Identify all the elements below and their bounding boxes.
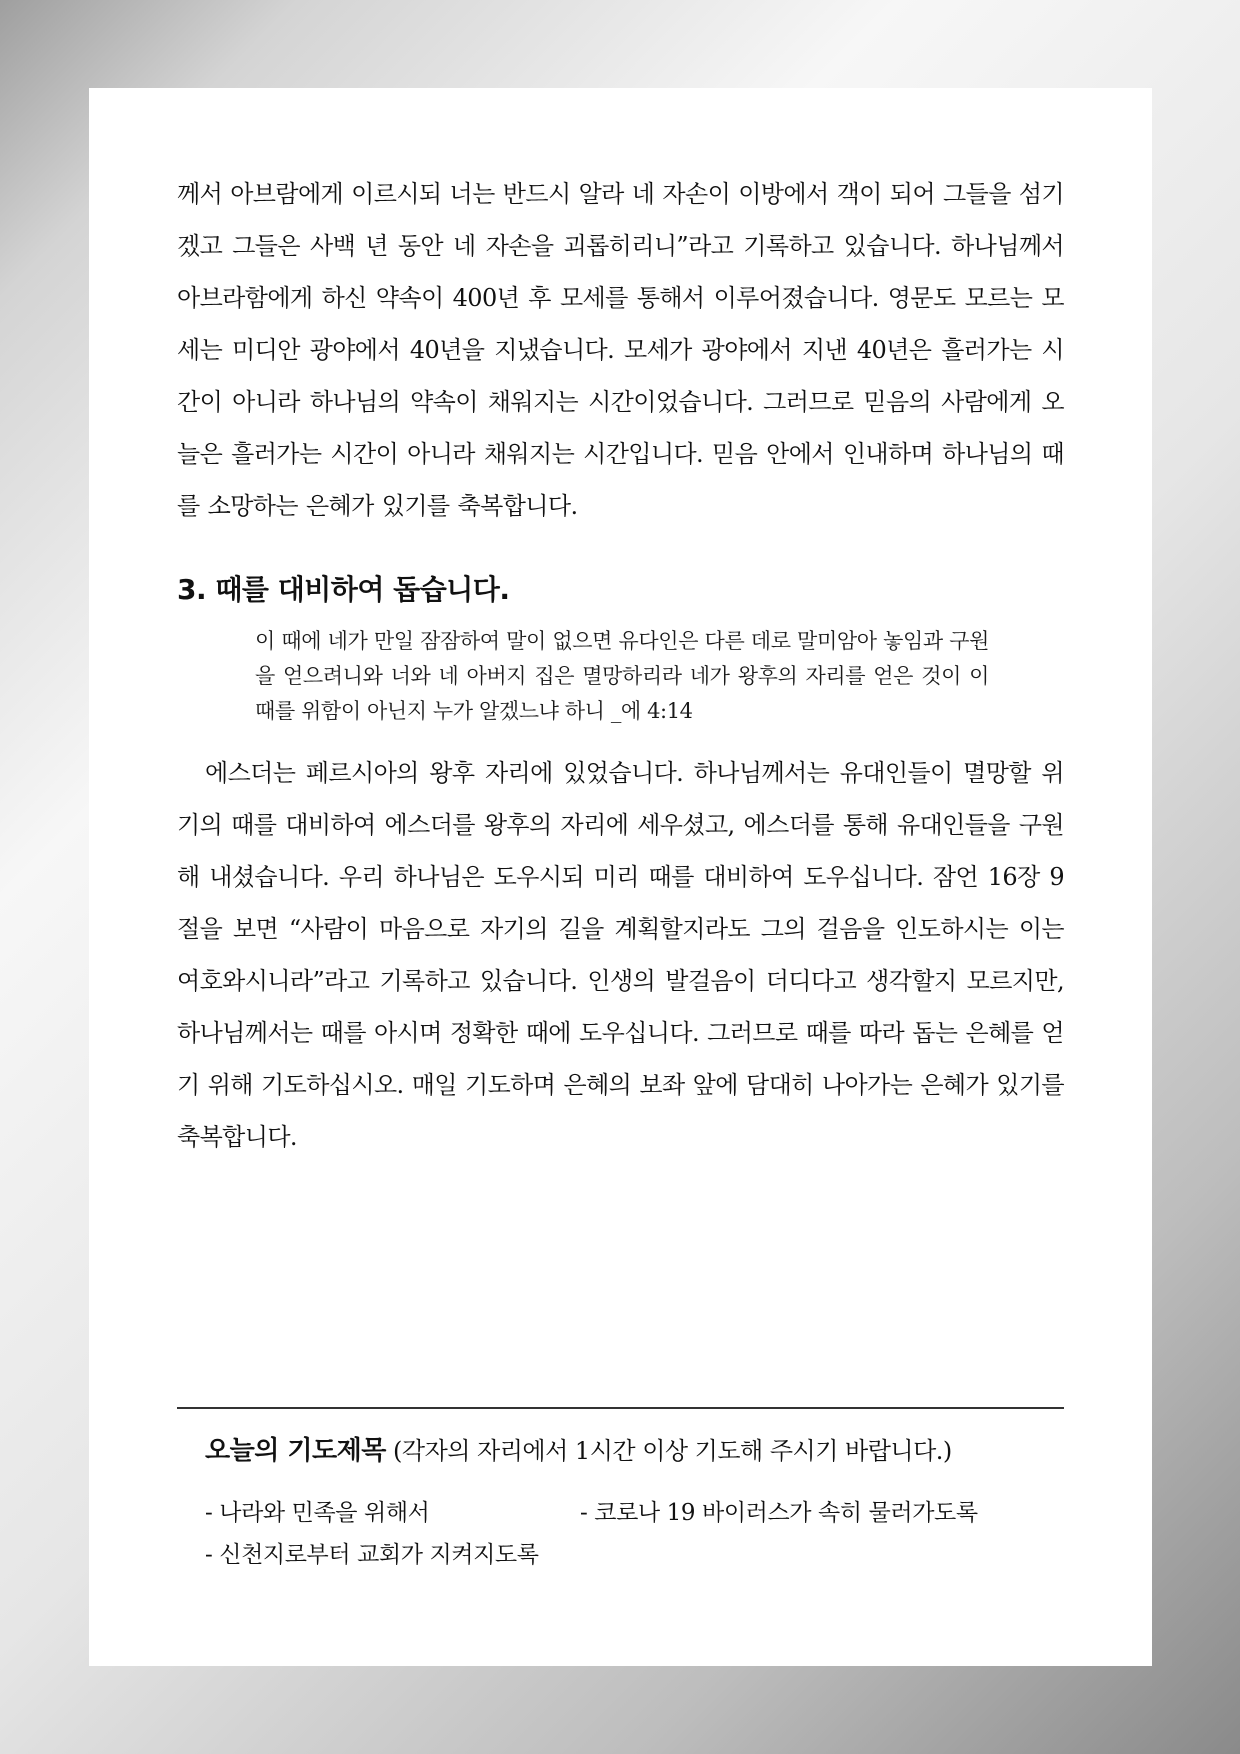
body-paragraph-1: 께서 아브람에게 이르시되 너는 반드시 알라 네 자손이 이방에서 객이 되어 그들을 섬기겠고 그들은 사백 년 동안 네 자손을 괴롭히리니”라고 기록하고 있습니다. 하나님께서 아브라함에게 하신 약속이 400년 후 모세를 통해서 이루어졌습니다. 영문도 모르는 모세는 미디안 광야에서 40년을 지냈습니다. 모세가 광야에서 지낸 40년은 흘러가는 시간이 아니라 하나님의 약속이 채워지는 시간이었습니다. 그러므로 믿음의 사람에게 오늘은 흘러가는 시간이 아니라 채워지는 시간입니다. 믿음 안에서 인내하며 하나님의 때를 소망하는 은혜가 있기를 축복합니다. xyxy=(177,180,1064,520)
scripture-quote: 이 때에 네가 만일 잠잠하여 말이 없으면 유다인은 다른 데로 말미암아 놓임과 구원을 얻으려니와 너와 네 아버지 집은 멸망하리라 네가 왕후의 자리를 얻은 것이 이 때를 위함이 아닌지 누가 알겠느냐 하니 _에 4:14 xyxy=(255,629,989,723)
section-heading: 3. 때를 대비하여 돕습니다. xyxy=(177,573,510,606)
prayer-item: - 코로나 19 바이러스가 속히 물러가도록 xyxy=(580,1500,978,1526)
prayer-header xyxy=(205,1431,1064,1471)
prayer-list xyxy=(205,1493,1064,1575)
prayer-item: - 신천지로부터 교회가 지켜지도록 xyxy=(205,1542,539,1568)
prayer-item: - 나라와 민족을 위해서 xyxy=(205,1500,430,1526)
document-page xyxy=(89,88,1152,1666)
page-content xyxy=(177,168,1064,1163)
prayer-title: 오늘의 기도제목 xyxy=(205,1436,386,1466)
prayer-subtitle: (각자의 자리에서 1시간 이상 기도해 주시기 바랍니다.) xyxy=(393,1437,952,1465)
prayer-section xyxy=(177,1407,1064,1575)
body-paragraph-2: 에스더는 페르시아의 왕후 자리에 있었습니다. 하나님께서는 유대인들이 멸망할 위기의 때를 대비하여 에스더를 왕후의 자리에 세우셨고, 에스더를 통해 유대인들을 구원해 내셨습니다. 우리 하나님은 도우시되 미리 때를 대비하여 도우십니다. 잠언 16장 9절을 보면 “사람이 마음으로 자기의 길을 계획할지라도 그의 걸음을 인도하시는 이는 여호와시니라”라고 기록하고 있습니다. 인생의 발걸음이 더디다고 생각할지 모르지만, 하나님께서는 때를 아시며 정확한 때에 도우십니다. 그러므로 때를 따라 돕는 은혜를 얻기 위해 기도하십시오. 매일 기도하며 은혜의 보좌 앞에 담대히 나아가는 은혜가 있기를 축복합니다. xyxy=(177,759,1064,1151)
